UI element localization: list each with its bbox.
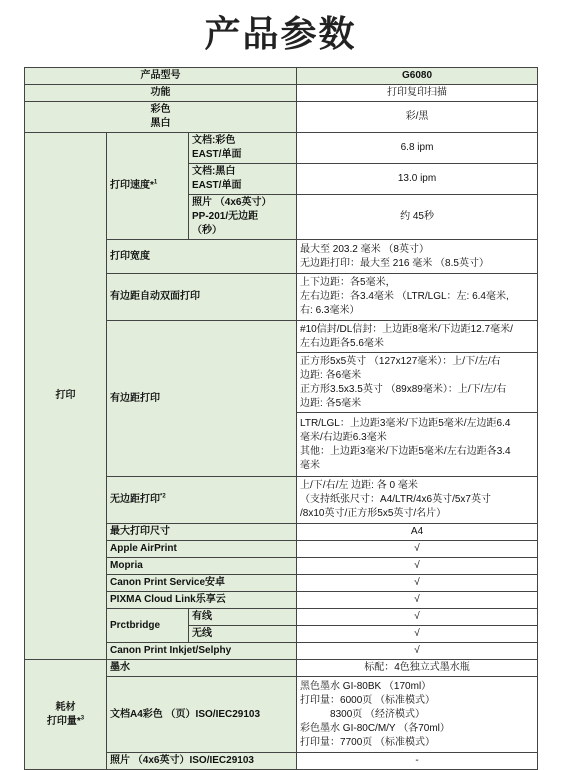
airprint-label: Apple AirPrint	[107, 541, 297, 558]
max-size-label: 最大打印尺寸	[107, 524, 297, 541]
color-mode-label: 彩色 黑白	[25, 102, 297, 133]
borderless-value: 上/下/右/左 边距: 各 0 毫米 （支持纸张尺寸：A4/LTR/4x6英寸/5x7英寸 /8x10英寸/正方形5x5英寸/名片）	[297, 477, 538, 524]
print-speed-label: 打印速度*$^1$	[107, 133, 189, 240]
duplex-label: 有边距自动双面打印	[107, 274, 297, 321]
speed-mono-label: 文档:黑白 EAST/单面	[189, 164, 297, 195]
function-label: 功能	[25, 85, 297, 102]
photo-yield-value: -	[297, 753, 538, 770]
bordered-label: 有边距打印	[107, 321, 297, 477]
model-value: G6080	[297, 68, 538, 85]
prctbridge-wired-label: 有线	[189, 609, 297, 626]
speed-color-value: 6.8 ipm	[297, 133, 538, 164]
ink-label: 墨水	[107, 660, 297, 677]
page-title: 产品参数	[204, 14, 357, 55]
table-row	[25, 102, 538, 133]
table-row	[25, 660, 538, 677]
color-mode-value: 彩/黑	[297, 102, 538, 133]
speed-photo-value: 约 45秒	[297, 195, 538, 240]
selphy-label: Canon Print Inkjet/Selphy	[107, 643, 297, 660]
speed-photo-label: 照片 （4x6英寸） PP-201/无边距 （秒）	[189, 195, 297, 240]
canon-service-value: √	[297, 575, 538, 592]
print-section-label: 打印	[25, 133, 107, 660]
selphy-value: √	[297, 643, 538, 660]
print-width-label: 打印宽度	[107, 240, 297, 274]
airprint-value: √	[297, 541, 538, 558]
speed-mono-value: 13.0 ipm	[297, 164, 538, 195]
bordered-square: 正方形5x5英寸 （127x127毫米）：上/下/左/右 边距: 各6毫米 正方形3.5x3.5英寸 （89x89毫米）：上/下/左/右 边距: 各5毫米	[297, 353, 538, 413]
table-row	[25, 68, 538, 85]
photo-yield-label: 照片 （4x6英寸）ISO/IEC29103	[107, 753, 297, 770]
mopria-label: Mopria	[107, 558, 297, 575]
duplex-value: 上下边距：各5毫米， 左右边距：各3.4毫米 （LTR/LGL：左: 6.4毫米, 右: 6.3毫米）	[297, 274, 538, 321]
print-width-value: 最大至 203.2 毫米 （8英寸） 无边距打印：最大至 216 毫米 （8.5英寸）	[297, 240, 538, 274]
pixma-cloud-label: PIXMA Cloud Link乐享云	[107, 592, 297, 609]
table-row	[25, 85, 538, 102]
prctbridge-wireless-label: 无线	[189, 626, 297, 643]
table-row	[25, 133, 538, 164]
pixma-cloud-value: √	[297, 592, 538, 609]
ink-value: 标配：4色独立式墨水瓶	[297, 660, 538, 677]
speed-color-label: 文档:彩色 EAST/单面	[189, 133, 297, 164]
bordered-ltr: LTR/LGL：上边距3毫米/下边距5毫米/左边距6.4 毫米/右边距6.3毫米 其他：上边距3毫米/下边距5毫米/左右边距各3.4 毫米	[297, 413, 538, 477]
prctbridge-label: Prctbridge	[107, 609, 189, 643]
a4-yield-label: 文档A4彩色 （页）ISO/IEC29103	[107, 677, 297, 753]
max-size-value: A4	[297, 524, 538, 541]
prctbridge-wired-value: √	[297, 609, 538, 626]
model-label: 产品型号	[25, 68, 297, 85]
prctbridge-wireless-value: √	[297, 626, 538, 643]
function-value: 打印复印扫描	[297, 85, 538, 102]
bordered-envelope: #10信封/DL信封：上边距8毫米/下边距12.7毫米/ 左右边距各5.6毫米	[297, 321, 538, 353]
consumables-section-label: 耗材 打印量*$^3$	[25, 660, 107, 770]
canon-service-label: Canon Print Service安卓	[107, 575, 297, 592]
a4-yield-value: 黑色墨水 GI-80BK （170ml） 打印量：6000页 （标准模式） 8300页 （经济模式） 彩色墨水 GI-80C/M/Y （各70ml） 打印量：7700页 （标准模式）	[297, 677, 538, 753]
spec-table	[24, 67, 538, 770]
mopria-value: √	[297, 558, 538, 575]
borderless-label: 无边距打印$^{*2}$	[107, 477, 297, 524]
